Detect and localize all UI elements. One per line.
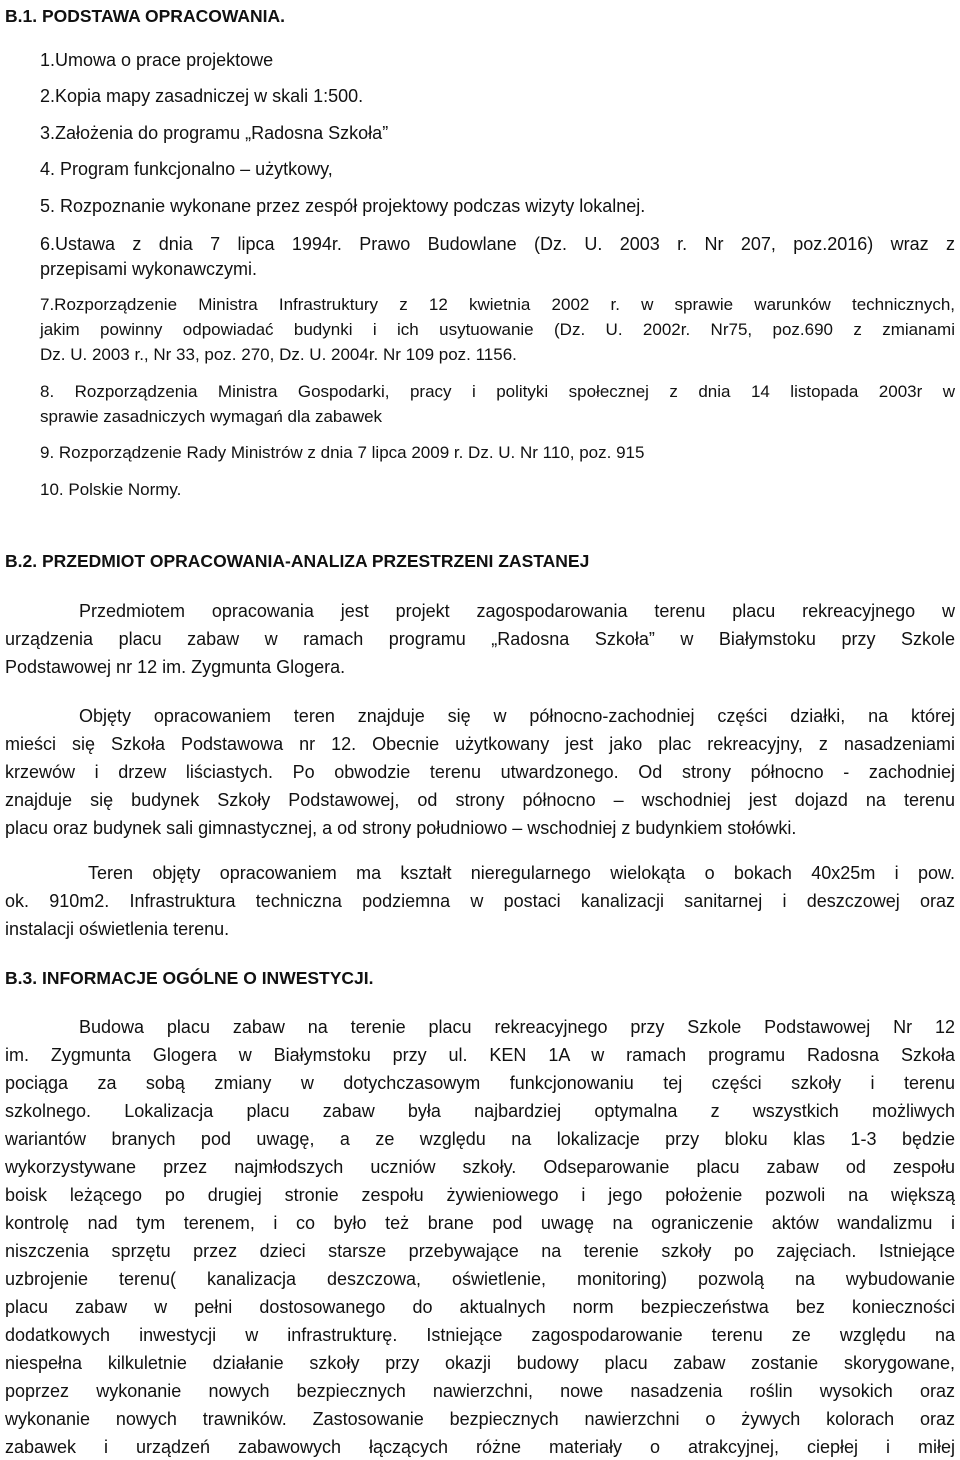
list-item: 5. Rozpoznanie wykonane przez zespół projektowy podczas wizyty lokalnej. [40,196,646,216]
list-item: 10. Polskie Normy. [40,480,182,499]
paragraph-line: niszczenia sprzętu przez dzieci starsze przebywające na terenie szkoły po zajęciach. Istniejące [5,1241,955,1261]
list-item: 8. Rozporządzenia Ministra Gospodarki, pracy i polityki społecznej z dnia 14 listopada 2003r w [40,382,955,401]
paragraph-line: ok. 910m2. Infrastruktura techniczna podziemna w postaci kanalizacji sanitarnej i deszczowej oraz [5,891,955,911]
paragraph-line: wykonanie nowych trawników. Zastosowanie bezpiecznych nawierzchni o żywych kolorach oraz [5,1409,955,1429]
paragraph-line: placu zabaw w pełni dostosowanego do aktualnych norm bezpieczeństwa bez konieczności [5,1297,955,1317]
list-item: 6.Ustawa z dnia 7 lipca 1994r. Prawo Budowlane (Dz. U. 2003 r. Nr 207, poz.2016) wraz z [40,234,955,254]
paragraph-line: Objęty opracowaniem teren znajduje się w północno-zachodniej części działki, na której [79,706,955,726]
paragraph-line: Teren objęty opracowaniem ma kształt nieregularnego wielokąta o bokach 40x25m i pow. [88,863,955,883]
list-item-continuation: przepisami wykonawczymi. [40,259,258,279]
list-item: 1.Umowa o prace projektowe [40,50,274,70]
list-item-continuation: Dz. U. 2003 r., Nr 33, poz. 270, Dz. U. 2004r. Nr 109 poz. 1156. [40,345,517,364]
list-item: 3.Założenia do programu „Radosna Szkoła” [40,123,389,143]
section-heading-b2: B.2. PRZEDMIOT OPRACOWANIA-ANALIZA PRZESTRZENI ZASTANEJ [5,551,590,571]
paragraph-line: poprzez wykonanie nowych bezpiecznych nawierzchni, nowe nasadzenia roślin wysokich oraz [5,1381,955,1401]
list-item: 7.Rozporządzenie Ministra Infrastruktury z 12 kwietnia 2002 r. w sprawie warunków technicznych, [40,295,955,314]
paragraph-line: dodatkowych inwestycji w infrastrukturę. Istniejące zagospodarowanie terenu ze względu na [5,1325,955,1345]
paragraph-line: Podstawowej nr 12 im. Zygmunta Glogera. [5,657,346,677]
paragraph-line: placu oraz budynek sali gimnastycznej, a od strony południowo – wschodniej z budynkiem stołówki. [5,818,797,838]
paragraph-line: zabawek i urządzeń zabawowych łączących różne materiały o atrakcyjnej, ciepłej i miłej [5,1437,955,1457]
paragraph-line: instalacji oświetlenia terenu. [5,919,230,939]
list-item-continuation: jakim powinny odpowiadać budynki i ich usytuowanie (Dz. U. 2002r. Nr75, poz.690 z zmianami [40,320,955,339]
paragraph-line: pociąga za sobą zmiany w dotychczasowym funkcjonowaniu tej części szkoły i terenu [5,1073,955,1093]
paragraph-line: krzewów i drzew liściastych. Po obwodzie terenu utwardzonego. Od strony północno - zachodniej [5,762,955,782]
paragraph-line: im. Zygmunta Glogera w Białymstoku przy ul. KEN 1A w ramach programu Radosna Szkoła [5,1045,955,1065]
list-item-continuation: sprawie zasadniczych wymagań dla zabawek [40,407,383,426]
paragraph-line: Przedmiotem opracowania jest projekt zagospodarowania terenu placu rekreacyjnego w [79,601,955,621]
list-item: 4. Program funkcjonalno – użytkowy, [40,159,333,179]
paragraph-line: boisk leżącego po drugiej stronie zespołu żywieniowego i jego położenie pozwoli na większą [5,1185,955,1205]
paragraph-line: mieści się Szkoła Podstawowa nr 12. Obecnie użytkowany jest jako plac rekreacyjny, z nasadzeniami [5,734,955,754]
paragraph-line: Budowa placu zabaw na terenie placu rekreacyjnego przy Szkole Podstawowej Nr 12 [79,1017,955,1037]
list-item: 2.Kopia mapy zasadniczej w skali 1:500. [40,86,364,106]
paragraph-line: urządzenia placu zabaw w ramach programu „Radosna Szkoła” w Białymstoku przy Szkole [5,629,955,649]
paragraph-line: wykorzystywane przez najmłodszych uczniów szkoły. Odseparowanie placu zabaw od zespołu [5,1157,955,1177]
paragraph-line: wariantów branych pod uwagę, a ze względu na lokalizacje przy bloku klas 1-3 będzie [5,1129,955,1149]
paragraph-line: uzbrojenie terenu( kanalizacja deszczowa, oświetlenie, monitoring) pozwolą na wybudowanie [5,1269,955,1289]
paragraph-line: znajduje się budynek Szkoły Podstawowej, od strony północno – wschodniej jest dojazd na terenu [5,790,955,810]
paragraph-line: szkolnego. Lokalizacja placu zabaw była najbardziej optymalna z wszystkich możliwych [5,1101,955,1121]
section-heading-b3: B.3. INFORMACJE OGÓLNE O INWESTYCJI. [5,968,374,988]
list-item: 9. Rozporządzenie Rady Ministrów z dnia 7 lipca 2009 r. Dz. U. Nr 110, poz. 915 [40,443,645,462]
paragraph-line: niespełna kilkuletnie działanie szkoły przy okazji budowy placu zabaw zostanie skorygowane, [5,1353,955,1373]
paragraph-line: kontrolę nad tym terenem, i co było też brane pod uwagę na ograniczenie aktów wandalizmu i [5,1213,955,1233]
section-heading-b1: B.1. PODSTAWA OPRACOWANIA. [5,6,286,26]
